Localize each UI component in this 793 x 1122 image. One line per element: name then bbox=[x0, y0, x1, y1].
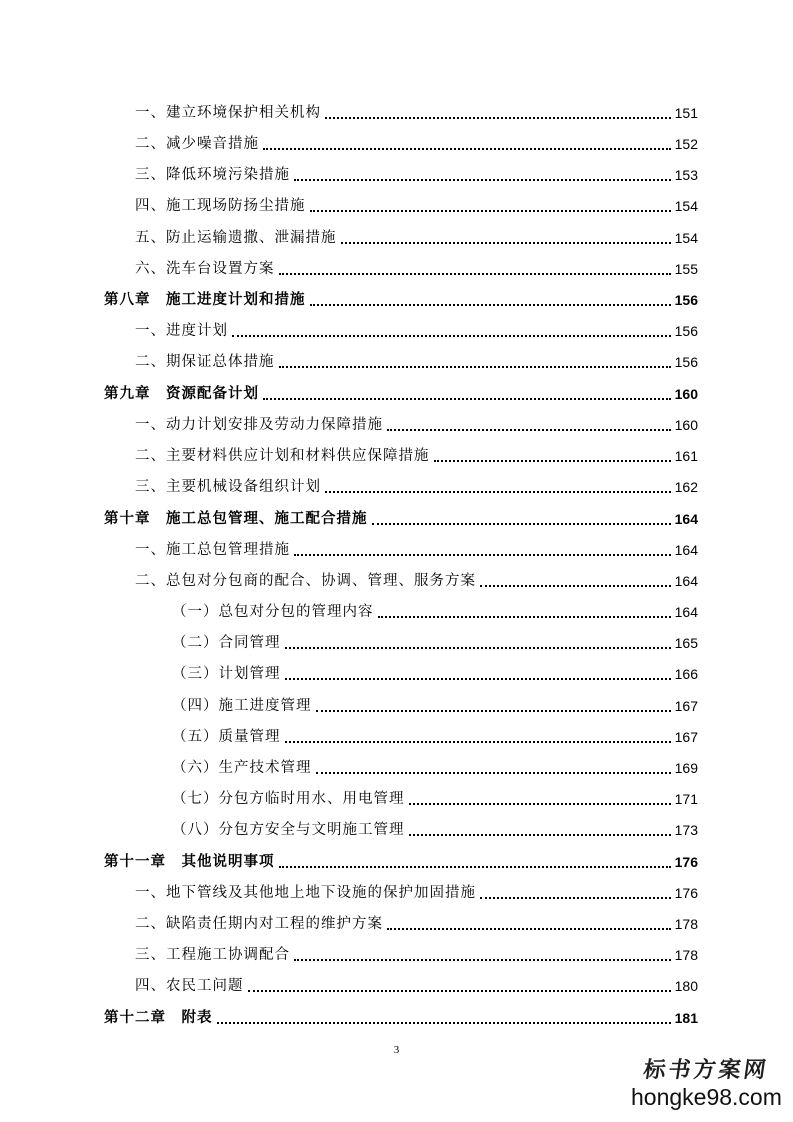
toc-entry-page: 164 bbox=[674, 573, 698, 589]
toc-chapter-entry[interactable] bbox=[104, 848, 698, 872]
toc-entry-title: 一、动力计划安排及劳动力保障措施 bbox=[135, 417, 383, 433]
leader-dots bbox=[263, 398, 671, 400]
leader-dots bbox=[248, 990, 671, 992]
leader-dots bbox=[434, 460, 671, 462]
toc-entry-title: （八）分包方安全与文明施工管理 bbox=[172, 822, 405, 838]
toc-chapter-entry[interactable] bbox=[104, 1004, 698, 1028]
leader-dots bbox=[480, 585, 671, 587]
toc-subentry[interactable] bbox=[172, 598, 698, 622]
toc-subentry[interactable] bbox=[172, 785, 698, 809]
leader-dots bbox=[285, 678, 671, 680]
leader-dots bbox=[387, 429, 671, 431]
toc-entry[interactable] bbox=[135, 161, 698, 185]
toc-entry-title: 一、进度计划 bbox=[135, 323, 228, 339]
leader-dots bbox=[263, 148, 671, 150]
toc-entry-title: 三、降低环境污染措施 bbox=[135, 167, 290, 183]
toc-entry-title: 一、施工总包管理措施 bbox=[135, 542, 290, 558]
toc-entry-title: 一、地下管线及其他地上地下设施的保护加固措施 bbox=[135, 885, 476, 901]
toc-entry-title: 二、主要材料供应计划和材料供应保障措施 bbox=[135, 448, 430, 464]
toc-entry-page: 176 bbox=[674, 885, 698, 901]
watermark-title: 标书方案网 bbox=[641, 1058, 771, 1083]
toc-entry-title: 二、期保证总体措施 bbox=[135, 354, 275, 370]
leader-dots bbox=[279, 273, 671, 275]
toc-subentry[interactable] bbox=[172, 692, 698, 716]
toc-entry-title: 四、农民工问题 bbox=[135, 978, 244, 994]
toc-entry-page: 162 bbox=[674, 479, 698, 495]
toc-entry-page: 156 bbox=[674, 354, 698, 370]
leader-dots bbox=[285, 647, 671, 649]
toc-entry[interactable] bbox=[135, 317, 698, 341]
toc-entry-title: （七）分包方临时用水、用电管理 bbox=[172, 791, 405, 807]
toc-entry-title: （三）计划管理 bbox=[172, 666, 281, 682]
leader-dots bbox=[279, 366, 671, 368]
leader-dots bbox=[372, 523, 671, 525]
toc-entry-page: 164 bbox=[674, 542, 698, 558]
toc-entry[interactable] bbox=[135, 348, 698, 372]
toc-entry[interactable] bbox=[135, 473, 698, 497]
toc-entry[interactable] bbox=[135, 411, 698, 435]
toc-entry-page: 181 bbox=[674, 1010, 698, 1026]
leader-dots bbox=[409, 803, 671, 805]
toc-entry[interactable] bbox=[135, 255, 698, 279]
leader-dots bbox=[325, 491, 671, 493]
leader-dots bbox=[294, 554, 671, 556]
leader-dots bbox=[294, 959, 671, 961]
toc-entry-page: 161 bbox=[674, 448, 698, 464]
toc-entry-page: 154 bbox=[674, 198, 698, 214]
leader-dots bbox=[341, 242, 671, 244]
toc-entry-title: 一、建立环境保护相关机构 bbox=[135, 105, 321, 121]
leader-dots bbox=[316, 710, 671, 712]
toc-entry-title: （五）质量管理 bbox=[172, 729, 281, 745]
toc-entry-title: （六）生产技术管理 bbox=[172, 760, 312, 776]
toc-entry-title: （一）总包对分包的管理内容 bbox=[172, 604, 374, 620]
leader-dots bbox=[217, 1022, 671, 1024]
toc-entry[interactable] bbox=[135, 910, 698, 934]
toc-entry[interactable] bbox=[135, 224, 698, 248]
toc-entry-title: 二、缺陷责任期内对工程的维护方案 bbox=[135, 916, 383, 932]
toc-entry-title: 第十章 施工总包管理、施工配合措施 bbox=[104, 510, 368, 527]
toc-entry-page: 165 bbox=[674, 635, 698, 651]
toc-entry-page: 164 bbox=[674, 604, 698, 620]
toc-entry-page: 167 bbox=[674, 698, 698, 714]
leader-dots bbox=[279, 866, 671, 868]
leader-dots bbox=[378, 616, 671, 618]
toc-entry-title: 六、洗车台设置方案 bbox=[135, 261, 275, 277]
toc-entry-page: 164 bbox=[674, 511, 698, 527]
toc-entry-page: 151 bbox=[674, 105, 698, 121]
toc-entry[interactable] bbox=[135, 567, 698, 591]
toc-entry-page: 167 bbox=[674, 729, 698, 745]
toc-entry-title: 三、工程施工协调配合 bbox=[135, 947, 290, 963]
toc-entry-page: 155 bbox=[674, 261, 698, 277]
toc-entry-title: 第十一章 其他说明事项 bbox=[104, 853, 275, 870]
toc-entry-page: 178 bbox=[674, 916, 698, 932]
toc-entry-title: 第八章 施工进度计划和措施 bbox=[104, 291, 306, 308]
toc-entry-page: 156 bbox=[674, 292, 698, 308]
toc-entry[interactable] bbox=[135, 879, 698, 903]
leader-dots bbox=[409, 834, 671, 836]
toc-entry-page: 160 bbox=[674, 417, 698, 433]
page-number: 3 bbox=[393, 1044, 400, 1056]
leader-dots bbox=[294, 179, 671, 181]
toc-subentry[interactable] bbox=[172, 816, 698, 840]
leader-dots bbox=[316, 772, 671, 774]
toc-entry[interactable] bbox=[135, 192, 698, 216]
leader-dots bbox=[325, 117, 671, 119]
toc-entry[interactable] bbox=[135, 130, 698, 154]
toc-subentry[interactable] bbox=[172, 629, 698, 653]
toc-entry-title: 四、施工现场防扬尘措施 bbox=[135, 198, 306, 214]
toc-entry-page: 153 bbox=[674, 167, 698, 183]
toc-entry-title: 二、减少噪音措施 bbox=[135, 136, 259, 152]
leader-dots bbox=[310, 304, 671, 306]
toc-entry-title: 第九章 资源配备计划 bbox=[104, 385, 259, 402]
toc-entry-title: 第十二章 附表 bbox=[104, 1009, 213, 1026]
toc-entry-title: 五、防止运输遗撒、泄漏措施 bbox=[135, 230, 337, 246]
toc-subentry[interactable] bbox=[172, 754, 698, 778]
toc-entry-page: 169 bbox=[674, 760, 698, 776]
toc-chapter-entry[interactable] bbox=[104, 286, 698, 310]
toc-entry-title: 二、总包对分包商的配合、协调、管理、服务方案 bbox=[135, 573, 476, 589]
leader-dots bbox=[310, 210, 671, 212]
leader-dots bbox=[232, 335, 671, 337]
toc-chapter-entry[interactable] bbox=[104, 505, 698, 529]
toc-entry-page: 178 bbox=[674, 947, 698, 963]
leader-dots bbox=[285, 741, 671, 743]
toc-entry-page: 154 bbox=[674, 230, 698, 246]
toc-entry-page: 156 bbox=[674, 323, 698, 339]
watermark bbox=[631, 1058, 781, 1110]
toc-entry-title: 三、主要机械设备组织计划 bbox=[135, 479, 321, 495]
toc-entry-title: （二）合同管理 bbox=[172, 635, 281, 651]
toc-entry[interactable] bbox=[135, 972, 698, 996]
leader-dots bbox=[387, 928, 671, 930]
toc-entry-page: 171 bbox=[674, 791, 698, 807]
toc-entry-page: 166 bbox=[674, 666, 698, 682]
toc-entry[interactable] bbox=[135, 536, 698, 560]
toc-entry[interactable] bbox=[135, 99, 698, 123]
watermark-url: hongke98.com bbox=[631, 1084, 782, 1110]
leader-dots bbox=[480, 897, 671, 899]
toc-entry[interactable] bbox=[135, 442, 698, 466]
toc-entry-page: 152 bbox=[674, 136, 698, 152]
toc-entry[interactable] bbox=[135, 941, 698, 965]
toc-entry-page: 176 bbox=[674, 854, 698, 870]
toc-entry-page: 173 bbox=[674, 822, 698, 838]
toc-entry-page: 180 bbox=[674, 978, 698, 994]
toc-entry-title: （四）施工进度管理 bbox=[172, 698, 312, 714]
toc-entry-page: 160 bbox=[674, 386, 698, 402]
toc-subentry[interactable] bbox=[172, 723, 698, 747]
toc-chapter-entry[interactable] bbox=[104, 380, 698, 404]
toc-subentry[interactable] bbox=[172, 660, 698, 684]
